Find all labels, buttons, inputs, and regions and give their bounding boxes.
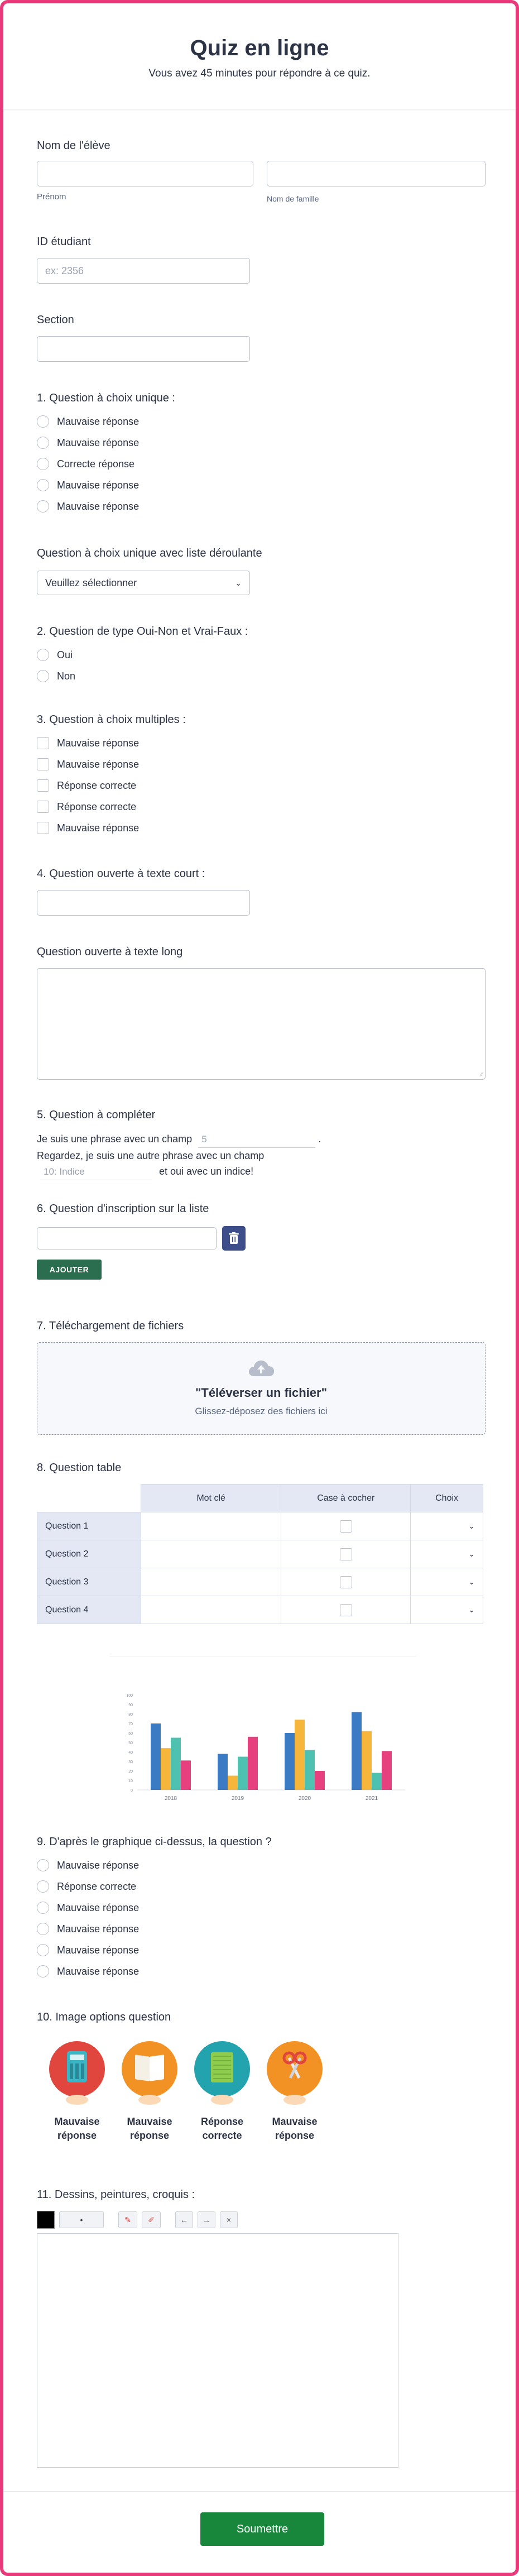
row-header: Question 2 — [37, 1540, 141, 1568]
option-label: Mauvaise réponse — [57, 1923, 140, 1935]
y-tick-label: 10 — [128, 1779, 133, 1783]
dropdown-selected-value: Veuillez sélectionner — [45, 577, 137, 588]
bar — [352, 1712, 362, 1790]
image-option[interactable] — [116, 2041, 183, 2143]
radio-button[interactable] — [37, 1859, 49, 1871]
chevron-down-icon: ⌄ — [468, 1577, 475, 1586]
checkbox[interactable] — [340, 1520, 352, 1533]
bar — [315, 1771, 325, 1790]
drawing-canvas[interactable] — [37, 2233, 398, 2468]
option-label: Réponse correcte — [57, 801, 137, 812]
choice-dropdown[interactable] — [411, 1596, 483, 1624]
q1-options — [37, 411, 139, 517]
radio-button[interactable] — [37, 1902, 49, 1914]
q9-label: 9. D'après le graphique ci-dessus, la question ? — [37, 1836, 272, 1848]
undo-icon[interactable]: ← — [175, 2211, 193, 2228]
checkbox[interactable] — [37, 737, 49, 749]
bar — [285, 1733, 295, 1790]
radio-button[interactable] — [37, 1944, 49, 1956]
bar — [218, 1754, 228, 1790]
form-title: Quiz en ligne — [190, 36, 329, 60]
x-tick-label: 2019 — [231, 1795, 244, 1802]
question-table — [37, 1484, 483, 1624]
bar — [181, 1760, 191, 1790]
long-text-label: Question ouverte à texte long — [37, 946, 183, 958]
table-header-row — [37, 1485, 483, 1512]
color-picker[interactable] — [37, 2211, 55, 2229]
q1-option[interactable] — [37, 411, 139, 432]
y-tick-label: 100 — [126, 1694, 133, 1698]
q2-option[interactable] — [37, 644, 75, 665]
radio-button[interactable] — [37, 415, 49, 428]
delete-entry-button[interactable] — [222, 1226, 246, 1251]
q2-label: 2. Question de type Oui-Non et Vrai-Faux : — [37, 625, 248, 638]
chevron-down-icon: ⌄ — [235, 578, 242, 587]
bar — [305, 1750, 315, 1790]
q9-option[interactable] — [37, 1855, 139, 1876]
q6-label: 6. Question d'inscription sur la liste — [37, 1203, 209, 1215]
blank-field-1[interactable]: 5 — [198, 1132, 315, 1148]
q9-options — [37, 1855, 139, 1982]
upload-title: "Téléverser un fichier" — [195, 1386, 328, 1400]
option-label: Mauvaise réponse — [57, 1859, 140, 1871]
y-tick-label: 30 — [128, 1760, 133, 1764]
chevron-down-icon: ⌄ — [468, 1605, 475, 1614]
checkbox[interactable] — [37, 822, 49, 834]
q10-label: 10. Image options question — [37, 2011, 171, 2023]
checkbox[interactable] — [340, 1604, 352, 1616]
radio-button[interactable] — [37, 1965, 49, 1978]
y-tick-label: 50 — [128, 1741, 133, 1745]
bar — [171, 1738, 181, 1790]
x-tick-label: 2018 — [164, 1795, 177, 1802]
last-name-sublabel: Nom de famille — [267, 194, 319, 203]
bar — [362, 1731, 372, 1790]
radio-button[interactable] — [37, 500, 49, 513]
cloud-upload-icon — [247, 1358, 275, 1377]
column-header: Case à cocher — [281, 1485, 411, 1512]
file-upload-dropzone[interactable] — [37, 1342, 486, 1435]
option-label: Mauvaise réponse — [57, 758, 140, 770]
checkbox-cell — [281, 1596, 411, 1624]
q5-label: 5. Question à compléter — [37, 1109, 156, 1121]
bar — [382, 1751, 392, 1790]
option-label: Réponse correcte — [57, 779, 137, 791]
y-tick-label: 40 — [128, 1751, 133, 1755]
option-label: Mauvaise réponse — [57, 737, 140, 749]
form-header — [3, 3, 516, 109]
y-tick-label: 80 — [128, 1713, 133, 1717]
drawing-toolbar — [37, 2211, 238, 2229]
notebook-icon — [194, 2041, 250, 2097]
checkbox[interactable] — [37, 779, 49, 792]
submit-button[interactable]: Soumettre — [200, 2512, 324, 2546]
chevron-down-icon: ⌄ — [468, 1549, 475, 1558]
student-id-input[interactable] — [37, 258, 250, 284]
brush-size-button[interactable]: • — [59, 2211, 104, 2228]
image-option[interactable] — [261, 2041, 328, 2143]
image-option[interactable] — [44, 2041, 110, 2143]
option-label: Mauvaise réponse — [57, 822, 140, 834]
bar — [151, 1723, 161, 1790]
keyword-cell[interactable] — [141, 1596, 281, 1624]
pencil-icon[interactable]: ✎ — [118, 2211, 137, 2228]
y-tick-label: 60 — [128, 1732, 133, 1736]
option-label: Réponse correcte — [57, 1880, 137, 1892]
option-label: Oui — [57, 649, 73, 660]
list-entry-input[interactable] — [37, 1227, 217, 1249]
table-corner — [37, 1485, 141, 1512]
row-header: Question 1 — [37, 1512, 141, 1540]
checkbox[interactable] — [340, 1576, 352, 1588]
row-header: Question 3 — [37, 1568, 141, 1596]
open-book-icon — [122, 2041, 177, 2097]
option-label: Mauvaise réponse — [57, 1902, 140, 1913]
bar — [248, 1737, 258, 1790]
eraser-icon[interactable]: ✐ — [142, 2211, 161, 2228]
option-label: Mauvaise réponse — [57, 1944, 140, 1956]
sentence-text: Regardez, je suis une autre phrase avec un champ — [37, 1150, 265, 1161]
q2-options — [37, 644, 75, 687]
option-label: Mauvaise réponse — [57, 500, 140, 512]
checkbox-cell — [281, 1540, 411, 1568]
q9-option[interactable] — [37, 1940, 139, 1961]
option-label: Mauvaise réponse — [57, 415, 140, 427]
sentence-text: Je suis une phrase avec un champ — [37, 1133, 193, 1145]
sentence-text: . — [318, 1133, 321, 1145]
radio-button[interactable] — [37, 1923, 49, 1935]
option-label: Mauvaise réponse — [57, 479, 140, 491]
column-header: Choix — [411, 1485, 483, 1512]
short-text-input[interactable] — [37, 890, 250, 916]
keyword-cell[interactable] — [141, 1540, 281, 1568]
q3-options — [37, 732, 139, 839]
student-name-label: Nom de l'élève — [37, 140, 110, 152]
chevron-down-icon: ⌄ — [468, 1521, 475, 1530]
table-row — [37, 1512, 483, 1540]
x-tick-label: 2020 — [298, 1795, 311, 1802]
option-label: Mauvaise réponse — [57, 437, 140, 448]
student-id-placeholder: ex: 2356 — [45, 265, 84, 276]
choice-dropdown[interactable] — [411, 1512, 483, 1540]
student-id-label: ID étudiant — [37, 236, 91, 248]
section-label: Section — [37, 314, 74, 326]
bar — [238, 1757, 248, 1790]
checkbox[interactable] — [340, 1548, 352, 1560]
q9-option[interactable] — [37, 1961, 139, 1982]
last-name-input[interactable] — [267, 161, 486, 186]
q2-option[interactable] — [37, 665, 75, 687]
blank-field-2[interactable]: 10: Indice — [40, 1164, 152, 1180]
trash-icon — [229, 1232, 239, 1244]
q3-option[interactable] — [37, 817, 139, 839]
y-tick-label: 70 — [128, 1722, 133, 1726]
q11-label: 11. Dessins, peintures, croquis : — [37, 2189, 195, 2201]
q3-option[interactable] — [37, 775, 139, 796]
bar — [161, 1748, 171, 1790]
q1-option[interactable] — [37, 475, 139, 496]
footer-divider — [3, 2491, 516, 2492]
q3-option[interactable] — [37, 796, 139, 817]
column-header: Mot clé — [141, 1485, 281, 1512]
option-label: Mauvaise réponse — [57, 1965, 140, 1977]
bar — [372, 1773, 382, 1790]
dropdown-select[interactable] — [37, 571, 250, 595]
resize-handle-icon[interactable]: ∕∕ — [480, 1071, 483, 1078]
q4-label: 4. Question ouverte à texte court : — [37, 868, 205, 880]
calculator-icon — [49, 2041, 105, 2097]
checkbox[interactable] — [37, 758, 49, 770]
checkbox-cell — [281, 1512, 411, 1540]
row-header: Question 4 — [37, 1596, 141, 1624]
table-row — [37, 1596, 483, 1624]
keyword-cell[interactable] — [141, 1512, 281, 1540]
radio-button[interactable] — [37, 649, 49, 661]
q3-option[interactable] — [37, 732, 139, 754]
table-row — [37, 1540, 483, 1568]
y-tick-label: 0 — [131, 1789, 133, 1793]
section-input[interactable] — [37, 336, 250, 362]
choice-dropdown[interactable] — [411, 1540, 483, 1568]
q1-option[interactable] — [37, 496, 139, 517]
y-tick-label: 20 — [128, 1770, 133, 1774]
radio-button[interactable] — [37, 437, 49, 449]
q9-option[interactable] — [37, 1918, 139, 1940]
radio-button[interactable] — [37, 1880, 49, 1893]
upload-hint: Glissez-déposez des fichiers ici — [195, 1406, 328, 1416]
option-label: Correcte réponse — [57, 458, 135, 470]
bar — [228, 1776, 238, 1790]
checkbox[interactable] — [37, 801, 49, 813]
q9-option[interactable] — [37, 1876, 139, 1897]
image-option-label: Mauvaise réponse — [127, 2116, 172, 2141]
image-options — [44, 2041, 328, 2143]
q3-option[interactable] — [37, 754, 139, 775]
sentence-text: et oui avec un indice! — [159, 1166, 254, 1177]
image-option-label: Mauvaise réponse — [54, 2116, 100, 2141]
image-option[interactable] — [189, 2041, 256, 2143]
q1-option[interactable] — [37, 432, 139, 453]
q1-option[interactable] — [37, 453, 139, 475]
radio-button[interactable] — [37, 458, 49, 470]
clear-icon[interactable]: × — [220, 2211, 238, 2228]
form-subtitle: Vous avez 45 minutes pour répondre à ce quiz. — [148, 68, 371, 79]
q3-label: 3. Question à choix multiples : — [37, 714, 186, 726]
y-tick-label: 90 — [128, 1703, 133, 1707]
long-text-textarea[interactable] — [37, 968, 486, 1080]
bar — [295, 1720, 305, 1790]
table-row — [37, 1568, 483, 1596]
x-tick-label: 2021 — [365, 1795, 378, 1802]
add-entry-button[interactable]: AJOUTER — [37, 1260, 102, 1280]
q9-option[interactable] — [37, 1897, 139, 1918]
q8-label: 8. Question table — [37, 1462, 122, 1474]
first-name-sublabel: Prénom — [37, 192, 66, 202]
q1-label: 1. Question à choix unique : — [37, 392, 175, 404]
dropdown-question-label: Question à choix unique avec liste déroulante — [37, 547, 262, 559]
redo-icon[interactable]: → — [198, 2211, 215, 2228]
scissors-icon — [267, 2041, 323, 2097]
radio-button[interactable] — [37, 670, 49, 682]
option-label: Non — [57, 670, 76, 682]
first-name-input[interactable] — [37, 161, 253, 186]
keyword-cell[interactable] — [141, 1568, 281, 1596]
choice-dropdown[interactable] — [411, 1568, 483, 1596]
q7-label: 7. Téléchargement de fichiers — [37, 1320, 184, 1332]
checkbox-cell — [281, 1568, 411, 1596]
bar-chart — [115, 1684, 416, 1812]
image-option-label: Mauvaise réponse — [272, 2116, 318, 2141]
fill-in-blank-text — [37, 1131, 494, 1180]
radio-button[interactable] — [37, 479, 49, 491]
image-option-label: Réponse correcte — [200, 2116, 244, 2141]
